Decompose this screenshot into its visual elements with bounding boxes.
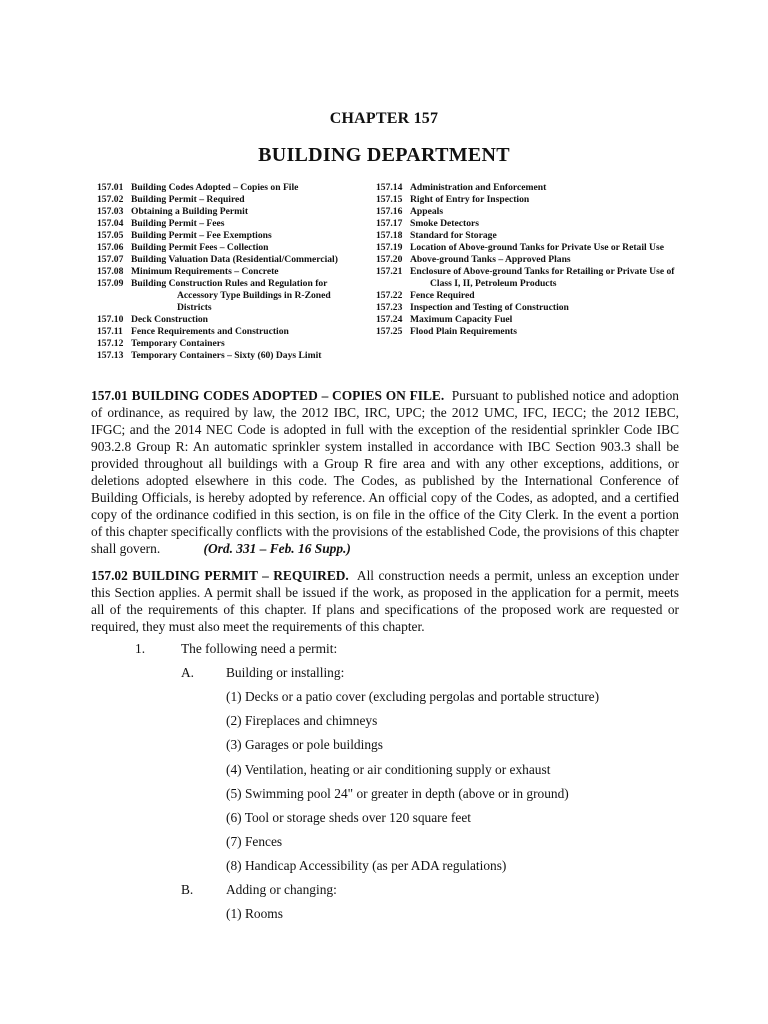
- section-body: Pursuant to published notice and adoption of ordinance, as required by law, the 2012 IBC, IRC, UPC; the 2012 UMC, IFC, IECC; the 2012 IEBC, IFGC; and the 2014 NEC Code is adopted in full with the exception of the residential sprinkler Code IBC 903.2.8 Group R: An automatic sprinkler system installed in accordance with IBC Section 903.3 shall be provided throughout all buildings with a Group R fire area and with any other exceptions, additions, or deletions adopted elsewhere in this code. The Codes, as published by the International Conference of Building Officials, is hereby adopted by reference. An official copy of the Codes, as adopted, and a certified copy of the ordinance codified in this section, is on file in the office of the City Clerk. In the event a portion of this chapter specifically conflicts with the provisions of the established Code, the provisions of this chapter shall govern.: [91, 388, 680, 556]
- section-heading: 157.01 BUILDING CODES ADOPTED – COPIES ON FILE.: [91, 388, 445, 403]
- toc-number: 157.18: [376, 230, 403, 241]
- toc-entry: [97, 242, 367, 254]
- toc-entry: [97, 266, 367, 278]
- toc-number: 157.14: [376, 182, 403, 193]
- toc-title: Inspection and Testing of Construction: [410, 302, 569, 313]
- department-title: BUILDING DEPARTMENT: [258, 144, 510, 166]
- toc-title: Standard for Storage: [410, 230, 497, 241]
- toc-number: 157.15: [376, 194, 403, 205]
- chapter-heading: CHAPTER 157: [329, 110, 439, 127]
- toc-entry: [376, 314, 676, 326]
- toc-title: Building Codes Adopted – Copies on File: [131, 182, 299, 193]
- list-item: (4) Ventilation, heating or air conditioning supply or exhaust: [226, 762, 551, 777]
- toc-number: 157.11: [97, 326, 123, 337]
- toc-number: 157.06: [97, 242, 124, 253]
- toc-number: 157.16: [376, 206, 403, 217]
- toc-title: Building Permit – Fee Exemptions: [131, 230, 272, 241]
- toc-number: 157.22: [376, 290, 403, 301]
- toc-entry: [97, 218, 367, 230]
- toc-entry: [97, 254, 367, 266]
- toc-number: 157.02: [97, 194, 124, 205]
- toc-entry: [376, 266, 676, 290]
- toc-title: Fence Required: [410, 290, 475, 301]
- toc-number: 157.21: [376, 266, 403, 277]
- toc-title: Building Permit Fees – Collection: [131, 242, 269, 253]
- toc-entry: [376, 326, 676, 338]
- list-text: Building or installing:: [226, 665, 345, 680]
- toc-number: 157.23: [376, 302, 403, 313]
- list-label: 1.: [135, 641, 146, 656]
- list-item: (7) Fences: [226, 834, 283, 849]
- toc-title: Smoke Detectors: [410, 218, 479, 229]
- list-item: (3) Garages or pole buildings: [226, 737, 383, 752]
- toc-title: Right of Entry for Inspection: [410, 194, 530, 205]
- list-item: (1) Rooms: [226, 906, 283, 921]
- toc-number: 157.25: [376, 326, 403, 337]
- toc-entry: [97, 350, 367, 362]
- toc-title: Administration and Enforcement: [410, 182, 547, 193]
- list-text: Adding or changing:: [226, 882, 337, 897]
- list-item: (5) Swimming pool 24" or greater in depth (above or in ground): [226, 786, 569, 801]
- toc-title: Temporary Containers – Sixty (60) Days Limit: [131, 350, 322, 361]
- toc-number: 157.01: [97, 182, 124, 193]
- toc-title: Building Permit – Required: [131, 194, 245, 205]
- toc-number: 157.08: [97, 266, 124, 277]
- toc-title: Obtaining a Building Permit: [131, 206, 249, 217]
- toc-number: 157.24: [376, 314, 403, 325]
- section-157-01: [91, 387, 679, 557]
- ordinance-citation: (Ord. 331 – Feb. 16 Supp.): [203, 541, 351, 556]
- toc-entry: [376, 290, 676, 302]
- toc-entry: [376, 194, 676, 206]
- toc-entry: [97, 326, 367, 338]
- toc-entry: [97, 230, 367, 242]
- toc-title: Minimum Requirements – Concrete: [131, 266, 279, 277]
- toc-title: Deck Construction: [131, 314, 209, 325]
- toc-entry: [97, 206, 367, 218]
- toc-title: Flood Plain Requirements: [410, 326, 517, 337]
- toc-entry: [376, 254, 676, 266]
- toc-entry: [376, 242, 676, 254]
- toc-entry: [97, 338, 367, 350]
- toc-title: Building Permit – Fees: [131, 218, 225, 229]
- toc-number: 157.20: [376, 254, 403, 265]
- toc-right-column: [376, 182, 676, 338]
- toc-title: Building Construction Rules and Regulation for Accessory Type Buildings in R-Zoned Districts: [131, 278, 331, 313]
- toc-title: Temporary Containers: [131, 338, 225, 349]
- list-item: (8) Handicap Accessibility (as per ADA regulations): [226, 858, 507, 873]
- toc-number: 157.10: [97, 314, 124, 325]
- toc-left-column: [97, 182, 367, 362]
- toc-title: Above-ground Tanks – Approved Plans: [410, 254, 571, 265]
- toc-number: 157.04: [97, 218, 124, 229]
- toc-title: Appeals: [410, 206, 444, 217]
- toc-number: 157.12: [97, 338, 124, 349]
- toc-title: Maximum Capacity Fuel: [410, 314, 513, 325]
- list-item: (1) Decks or a patio cover (excluding pergolas and portable structure): [226, 689, 600, 704]
- toc-number: 157.09: [97, 278, 124, 289]
- section-heading: 157.02 BUILDING PERMIT – REQUIRED.: [91, 568, 349, 583]
- toc-title: Location of Above-ground Tanks for Private Use or Retail Use: [410, 242, 664, 253]
- toc-entry: [97, 314, 367, 326]
- toc-entry: [376, 302, 676, 314]
- toc-number: 157.13: [97, 350, 124, 361]
- list-text: The following need a permit:: [181, 641, 338, 656]
- toc-title: Fence Requirements and Construction: [131, 326, 289, 337]
- section-body: All construction needs a permit, unless an exception under this Section applies. A permit shall be issued if the work, as proposed in the application for a permit, meets all of the requirements of this chapter. If plans and specifications of the proposed work are requested or required, they must also meet the requirements of this chapter.: [91, 568, 679, 634]
- list-item-b: [181, 881, 337, 898]
- toc-entry: [97, 194, 367, 206]
- list-item-a: [181, 664, 344, 681]
- toc-entry: [376, 206, 676, 218]
- section-157-02: [91, 567, 679, 635]
- list-item: (2) Fireplaces and chimneys: [226, 713, 378, 728]
- toc-entry: [376, 230, 676, 242]
- toc-title: Enclosure of Above-ground Tanks for Retailing or Private Use of Class I, II, Petroleum Products: [410, 266, 675, 289]
- toc-number: 157.07: [97, 254, 124, 265]
- toc-number: 157.19: [376, 242, 403, 253]
- list-item-1: [135, 640, 337, 657]
- toc-entry: [97, 182, 367, 194]
- toc-number: 157.05: [97, 230, 124, 241]
- list-label: A.: [181, 665, 195, 680]
- toc-entry: [97, 278, 367, 314]
- toc-title: Building Valuation Data (Residential/Commercial): [131, 254, 338, 265]
- list-label: B.: [181, 882, 194, 897]
- toc-number: 157.17: [376, 218, 403, 229]
- toc-number: 157.03: [97, 206, 124, 217]
- toc-entry: [376, 182, 676, 194]
- toc-entry: [376, 218, 676, 230]
- list-item: (6) Tool or storage sheds over 120 square feet: [226, 810, 471, 825]
